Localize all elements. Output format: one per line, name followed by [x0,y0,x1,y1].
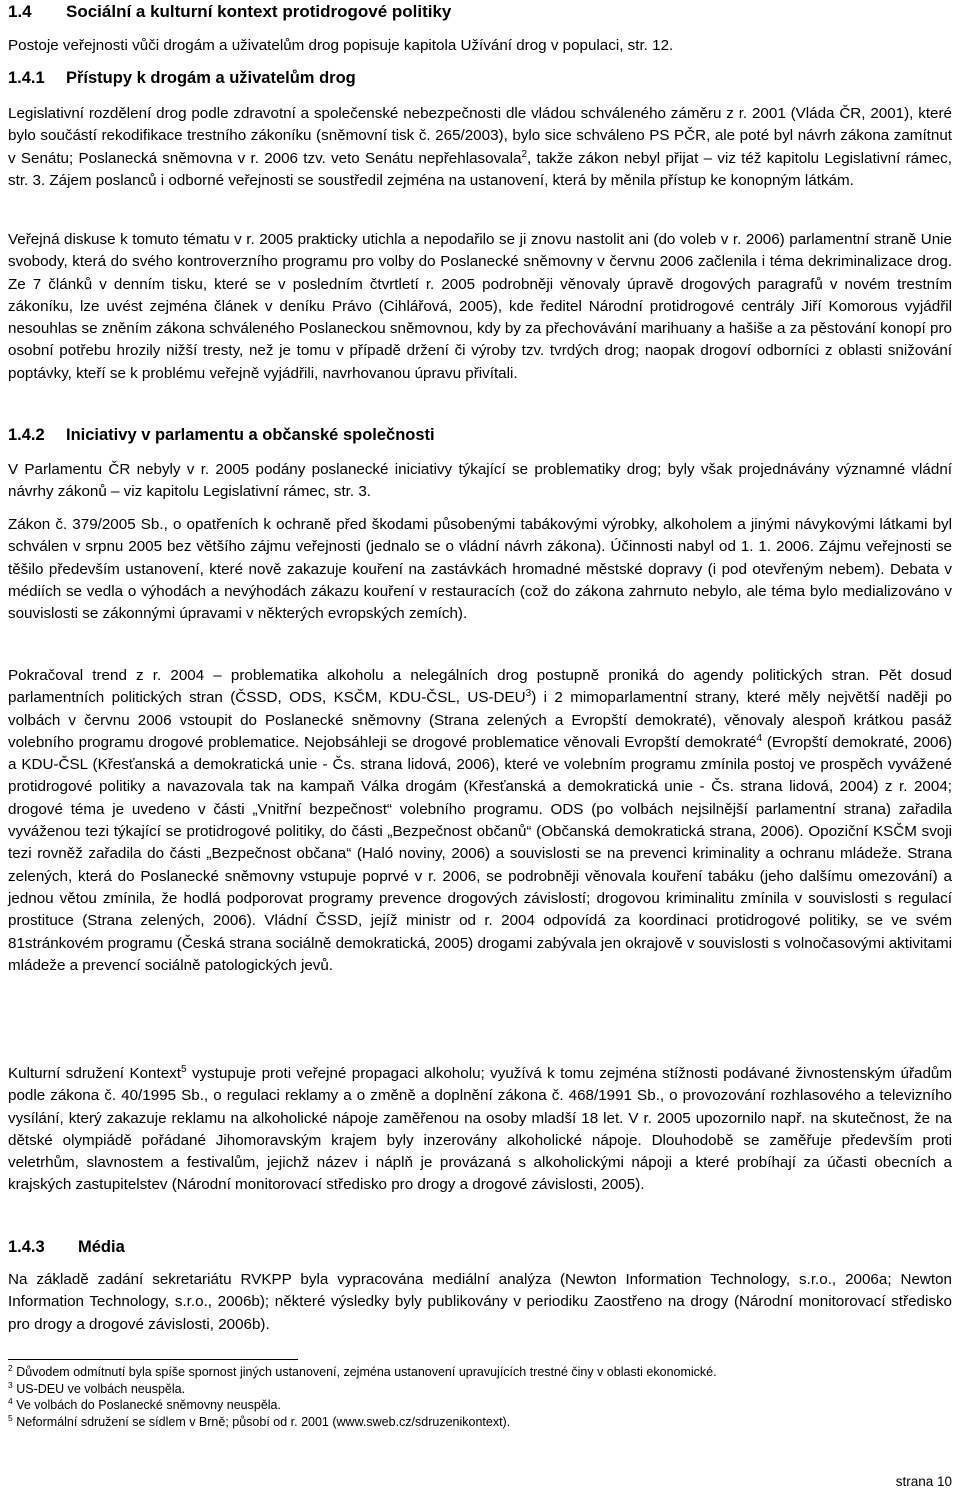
footnote-3: $^3$ US-DEU ve volbách neuspěla. [8,1379,186,1396]
footnote-ref-3: 3 [525,688,532,700]
paragraph-legislative: Legislativní rozdělení drog podle zdravotní a společenské nebezpečnosti dle vládou schváleného záměru z r. 2001 (Vláda ČR, 2001), které bylo součástí rekodifikace trestního zákoníku (sněmovní tisk č. 265/2003), bylo sice schváleno PS PČR, ale poté byl návrh zákona zamítnut v Senátu; Poslanecká sněmovna v r. 2006 tzv. veto Senátu nepřehlasovala$^2$, takže zákon nebyl přijat – viz též kapitolu Legislativní rámec, str. 3. Zájem poslanců i odborné veřejnosti se soustředil zejména na ustanovení, která by měnila přístup ke konopným látkám. [8,105,952,189]
paragraph-kontext: Kulturní sdružení Kontext$^5$ vystupuje proti veřejné propagaci alkoholu; využívá k tomu zejména stížnosti podávané živnostenským úřadům podle zákona č. 40/1995 Sb., o regulaci reklamy a o změně a doplnění zákona č. 468/1991 Sb., o provozování rozhlasového a televizního vysílání, který zakazuje reklamu na alkoholické nápoje zaměřenou na osoby mladší 18 let. V r. 2005 upozornilo např. na skutečnost, že na dětské olympiádě pořádané Jihomoravským krajem byly inzerovány alkoholické nápoje. Dlouhodobě se zaměřuje především proti veletrhům, slavnostem a festivalům, jejichž název i náplň je provázaná s alkoholickými nápoji a které probíhají za účasti obecních a krajských zastupitelstev (Národní monitorovací středisko pro drogy a drogové závislosti, 2005). [8,1063,952,1194]
section-number: 1.4 [8,2,32,21]
section-number: 1.4.1 [8,69,45,87]
section-title: Iniciativy v parlamentu a občanské společnosti [66,426,435,444]
paragraph-tobacco-law: Zákon č. 379/2005 Sb., o opatřeních k ochraně před škodami působenými tabákovými výrobky, alkoholem a jinými návykovými látkami byl schválen v srpnu 2005 bez většího zájmu veřejnosti (jednalo se o vládní návrh zákona). Účinnosti nabyl od 1. 1. 2006. Zájmu veřejnosti se těšilo především ustanovení, které nově zakazuje kouření na zastávkách hromadné městské dopravy (i pod otevřeným nebem). Debata v médiích se vedla o výhodách a nevýhodách zákazu kouření v restauracích (což do zákona zahrnuto nebylo, ale téma bylo medializováno v souvislosti se zákonnými úpravami v některých evropských zemích). [8,516,952,623]
footnotes [8,1364,952,1430]
footnote-ref-5: 5 [180,1063,187,1075]
paragraph-public-debate: Veřejná diskuse k tomuto tématu v r. 2005 prakticky utichla a nepodařilo se ji znovu nastolit ani (do voleb v r. 2006) parlamentní straně Unie svobody, která do svého kontroverzního programu pro volby do Poslanecké sněmovny v červnu 2006 začlenila i téma dekriminalizace drog. Ze 7 článků v denním tisku, které se v posledním čtvrtletí r. 2005 podrobněji věnovaly úpravě drogových paragrafů v novém trestním zákoníku, lze uvést zejména článek v deníku Právo (Cihlářová, 2005), kde ředitel Národní protidrogové centrály Jiří Komorous vyjádřil nesouhlas se zněním zákona schváleného Poslaneckou sněmovnou, kdy by za přechovávání marihuany a hašiše a za pěstování konopí pro osobní potřebu hrozily nižší tresty, než je tomu v případě držení či výroby tzv. tvrdých drog; naopak drogoví odborníci z oblasti snižování poptávky, kteří se k problému veřejně vyjádřili, navrhovanou úpravu přivítali. [8,231,952,382]
section-title: Přístupy k drogám a uživatelům drog [66,69,356,87]
footnote-2: $^2$ Důvodem odmítnutí byla spíše spornost jiných ustanovení, zejména ustanovení upravujících trestné činy v oblasti ekonomické. [8,1362,717,1379]
section-number: 1.4.2 [8,426,45,444]
paragraph-media: Na základě zadání sekretariátu RVKPP byla vypracována mediální analýza (Newton Information Technology, s.r.o., 2006a; Newton Information Technology, s.r.o., 2006b); některé výsledky byly publikovány v periodiku Zaostřeno na drogy (Národní monitorovací středisko pro drogy a drogové závislosti, 2006b). [8,1271,952,1333]
section-heading-1-4-3 [8,1236,125,1258]
footnote-separator [8,1359,298,1360]
intro-paragraph: Postoje veřejnosti vůči drogám a uživatelům drog popisuje kapitola Užívání drog v populaci, str. 12. [8,37,674,54]
footnote-4: $^4$ Ve volbách do Poslanecké sněmovny neuspěla. [8,1396,281,1413]
paragraph-political-parties: Pokračoval trend z r. 2004 – problematika alkoholu a nelegálních drog postupně proniká do agendy politických stran. Pět dosud parlamentních politických stran (ČSSD, ODS, KSČM, KDU-ČSL, US-DEU$^3$) i 2 mimoparlamentní strany, které měly největší naději po volbách v červnu 2006 vstoupit do Poslanecké sněmovny (Strana zelených a Evropští demokraté), věnovaly alespoň krátkou pasáž volebního programu drogové problematice. Nejobsáhleji se drogové problematice věnovali Evropští demokraté$^4$ (Evropští demokraté, 2006) a KDU-ČSL (Křesťanská a demokratická unie - Čs. strana lidová, 2006), které ve volebním programu zmínila postoj ve prospěch vyvážené protidrogové politiky a navazovala tak na kampaň Válka drogám (Křesťanská a demokratická unie - Čs. strana lidová, 2004) z r. 2004; drogové téma je uvedeno v části „Vnitřní bezpečnost“ volebního programu. ODS (po volbách nejsilnější parlamentní strana) zařadila vyváženou tezi týkající se protidrogové politiky, do části „Bezpečnost občanů“ (Občanská demokratická strana, 2006). Opoziční KSČM svoji tezi rovněž zařadila do části „Bezpečnost občana“ (Haló noviny, 2006) a souvislosti se na prevenci kriminality a ochranu mládeže. Strana zelených, která do Poslanecké sněmovny vstupuje poprvé v r. 2006, se podrobněji věnovala kouření tabáku (jeho dalšímu omezování) a jednou větou zmínila, že hodlá podporovat programy prevence drogových závislostí; drogovou kriminalitu zmínila v souvislosti s regulací prostituce (Strana zelených, 2006). Vládní ČSSD, jejíž ministr od r. 2004 odpovídá za koordinaci protidrogové politiky, se ve svém 81stránkovém programu (Česká strana sociálně demokratická, 2005) drogami zabývala jen okrajově v souvislosti s volnočasovými aktivitami mládeže a prevencí sociálně patologických jevů. [8,667,952,974]
footnote-ref-4: 4 [756,732,763,744]
footnote-ref-2: 2 [521,148,527,160]
section-heading-1-4 [8,1,451,23]
page-number: strana 10 [895,1474,952,1489]
paragraph-parliament: V Parlamentu ČR nebyly v r. 2005 podány poslanecké iniciativy týkající se problematiky drog; byly však projednávány významné vládní návrhy zákonů – viz kapitolu Legislativní rámec, str. 3. [8,461,952,501]
footnote-5: $^5$ Neformální sdružení se sídlem v Brně; působí od r. 2001 (www.sweb.cz/sdruzenikontext). [8,1412,511,1429]
section-number: 1.4.3 [8,1238,45,1256]
section-heading-1-4-2 [8,424,435,446]
section-heading-1-4-1 [8,67,356,89]
section-title: Sociální a kulturní kontext protidrogové politiky [66,2,452,21]
section-title: Média [78,1238,125,1256]
